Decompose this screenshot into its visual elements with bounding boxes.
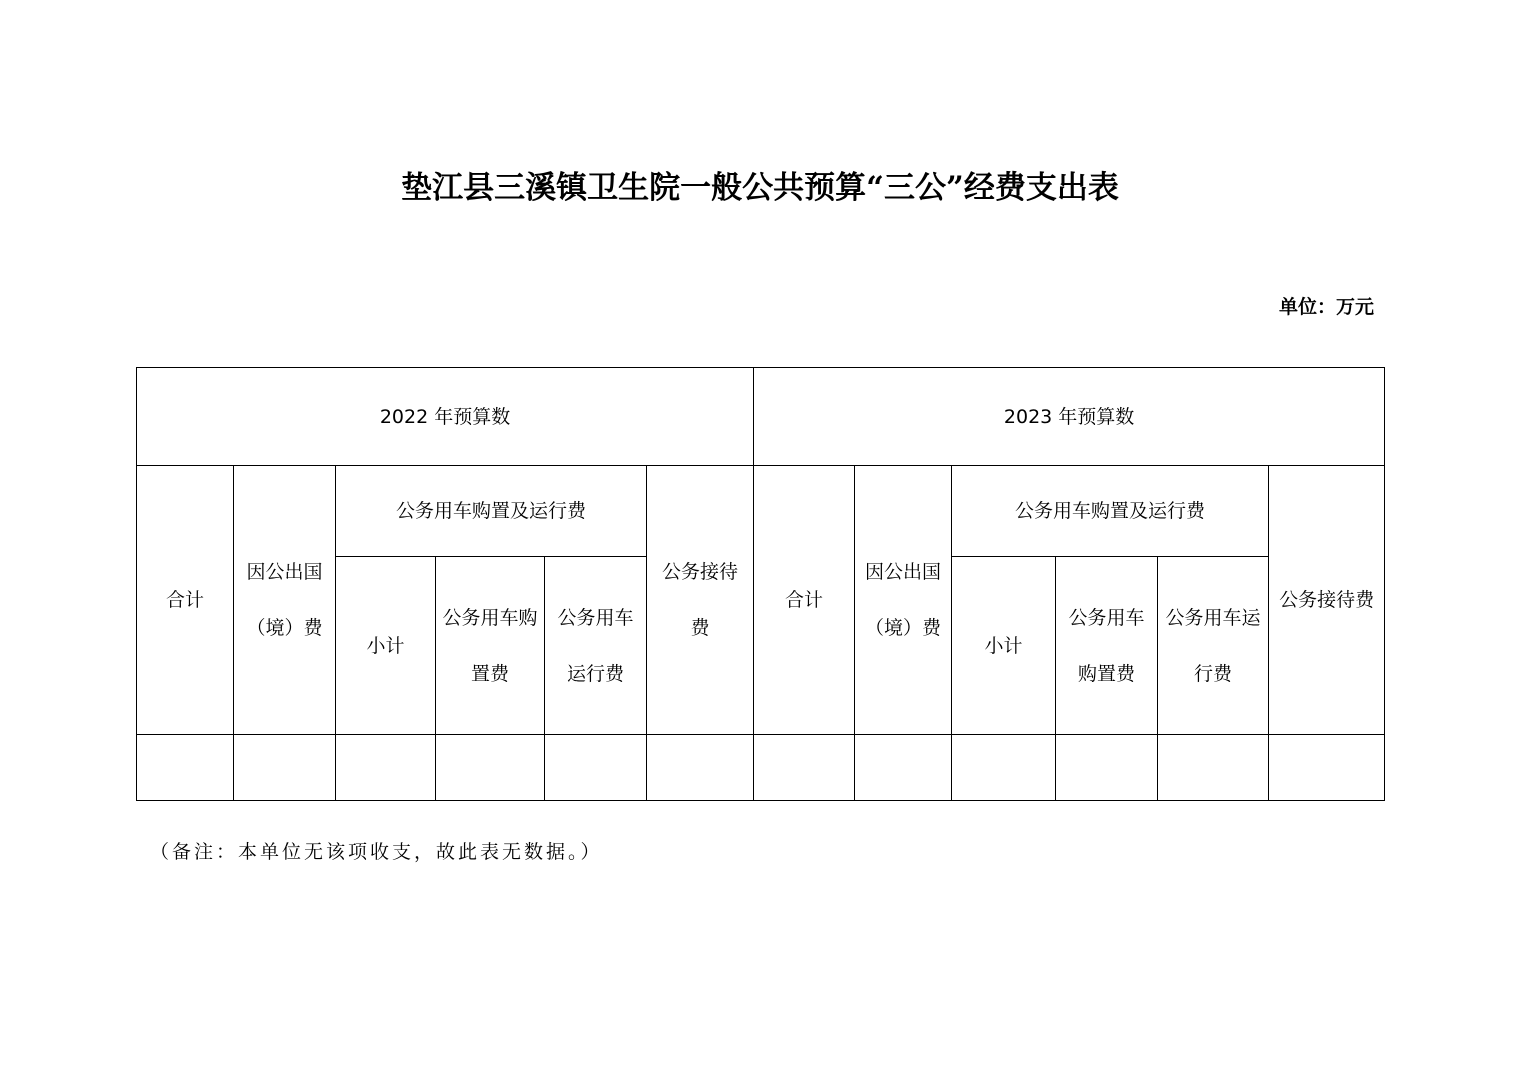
empty-cell [855, 735, 952, 801]
empty-cell [952, 735, 1056, 801]
page-title: 垫江县三溪镇卫生院一般公共预算“三公”经费支出表 [401, 170, 1119, 206]
category-header-row [137, 466, 1385, 557]
vehicle-group-header-2022: 公务用车购置及运行费 [336, 466, 647, 557]
budget-table [136, 367, 1385, 801]
empty-cell [336, 735, 436, 801]
vehicle-operation-header-2022: 公务用车运行费 [545, 557, 647, 735]
abroad-header-2023: 因公出国（境）费 [855, 466, 952, 735]
empty-cell [1158, 735, 1269, 801]
empty-cell [545, 735, 647, 801]
empty-cell [1056, 735, 1158, 801]
remark-note: （备注：本单位无该项收支，故此表无数据。） [150, 841, 603, 863]
reception-header-2023: 公务接待费 [1269, 466, 1385, 735]
unit-label: 单位：万元 [1278, 296, 1374, 318]
reception-header-2022: 公务接待费 [647, 466, 754, 735]
total-header-2022: 合计 [137, 466, 234, 735]
vehicle-operation-header-2023: 公务用车运行费 [1158, 557, 1269, 735]
vehicle-purchase-header-2023: 公务用车购置费 [1056, 557, 1158, 735]
abroad-header-2022: 因公出国（境）费 [234, 466, 336, 735]
empty-cell [234, 735, 336, 801]
empty-cell [647, 735, 754, 801]
empty-cell [1269, 735, 1385, 801]
subtotal-header-2022: 小计 [336, 557, 436, 735]
empty-cell [754, 735, 855, 801]
table-row [137, 735, 1385, 801]
year-2022-header: 2022 年预算数 [137, 368, 754, 466]
subtotal-header-2023: 小计 [952, 557, 1056, 735]
year-header-row [137, 368, 1385, 466]
empty-cell [137, 735, 234, 801]
vehicle-purchase-header-2022: 公务用车购置费 [436, 557, 545, 735]
year-2023-header: 2023 年预算数 [754, 368, 1385, 466]
total-header-2023: 合计 [754, 466, 855, 735]
vehicle-group-header-2023: 公务用车购置及运行费 [952, 466, 1269, 557]
empty-cell [436, 735, 545, 801]
